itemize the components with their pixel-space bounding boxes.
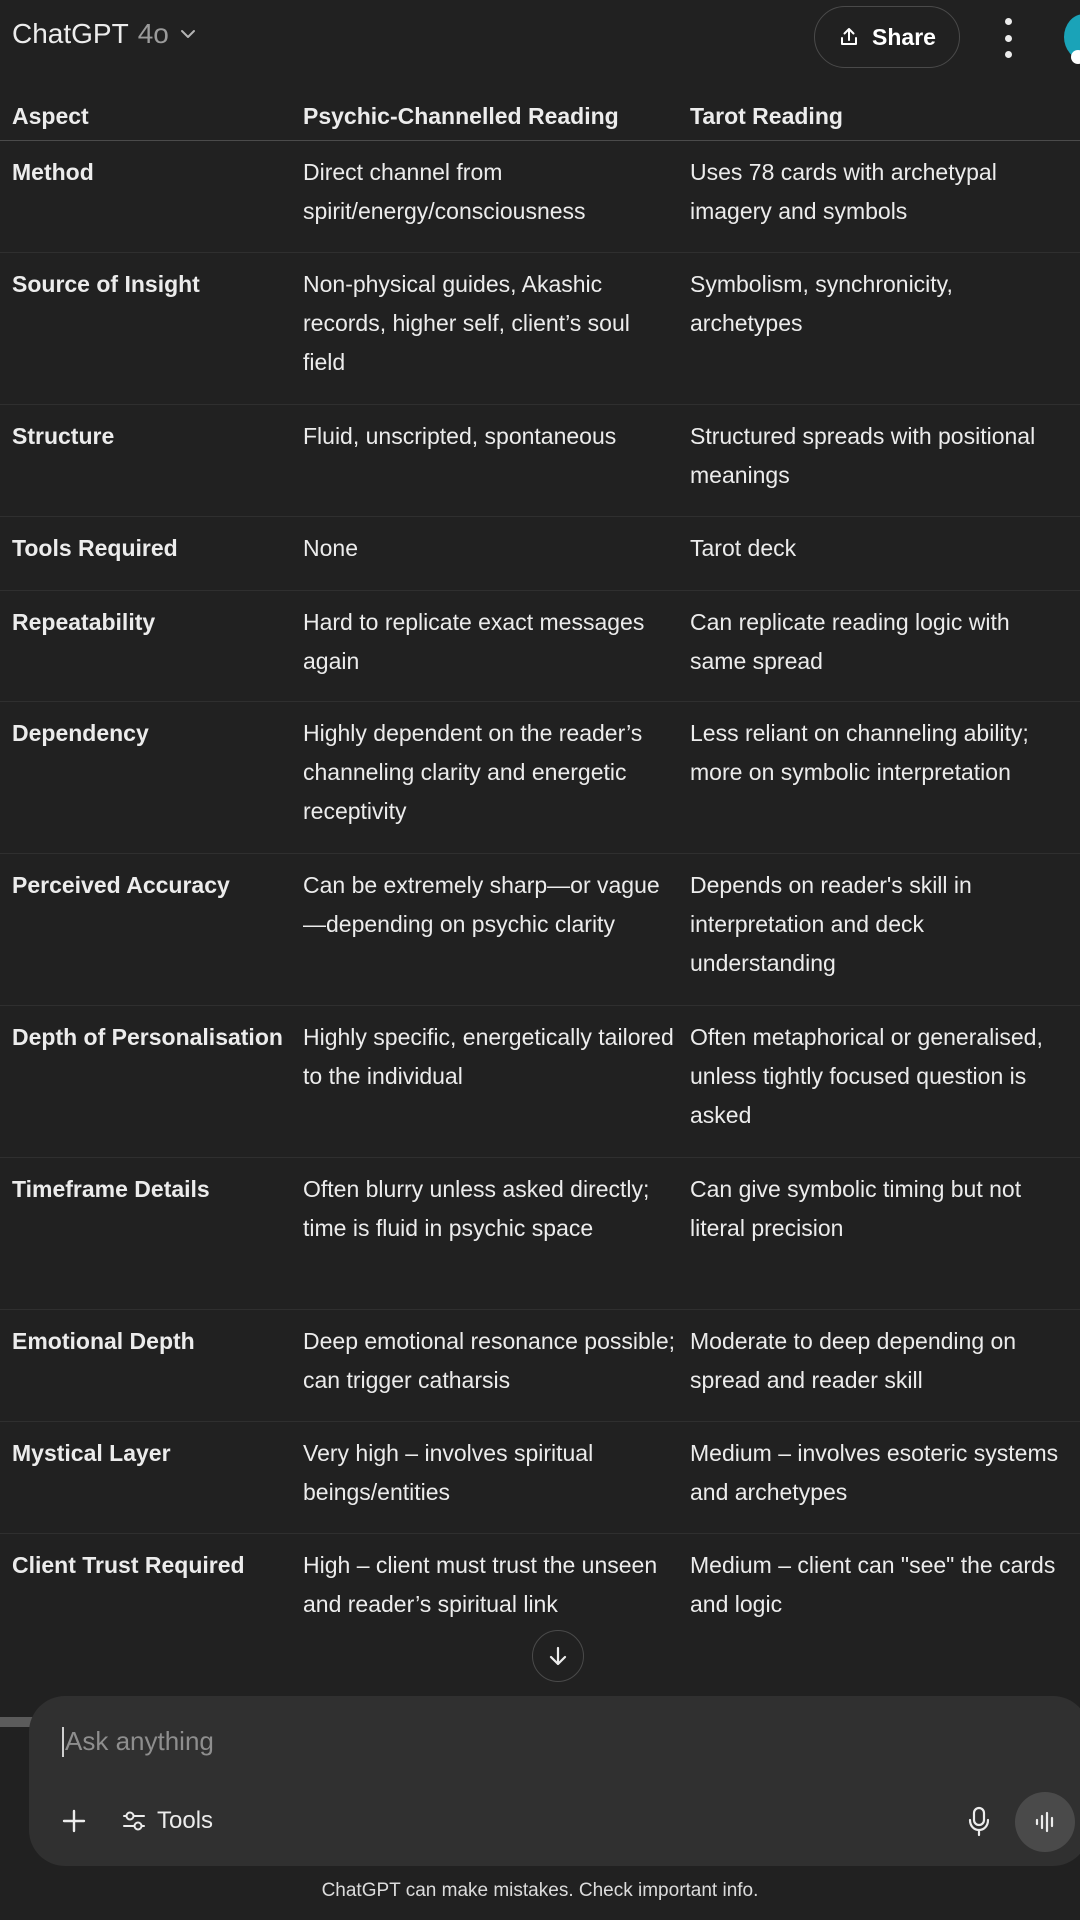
table-row [0, 141, 1080, 253]
column-header: Aspect [12, 103, 89, 129]
table-row [0, 253, 1080, 405]
table-cell: Structure [12, 423, 115, 449]
table-cell: Source of Insight [12, 271, 200, 297]
share-label: Share [872, 23, 936, 50]
table-row [0, 405, 1080, 517]
tools-label: Tools [157, 1807, 214, 1834]
composer [29, 1696, 1080, 1866]
table-row [0, 854, 1080, 1006]
table-cell: Client Trust Required [12, 1552, 245, 1578]
table-cell: Hard to replicate exact messages again [303, 609, 645, 674]
table-cell: Tarot deck [690, 535, 797, 561]
table-cell: Fluid, unscripted, spontaneous [303, 423, 617, 449]
table-row [0, 591, 1080, 702]
model-selector[interactable] [12, 18, 197, 50]
table-cell: Can replicate reading logic with same spread [690, 609, 1010, 674]
table-row [0, 1158, 1080, 1310]
comparison-table [0, 84, 1080, 1674]
table-header-row [0, 84, 1080, 141]
more-vertical-icon[interactable] [993, 18, 1023, 58]
table-cell: Often blurry unless asked directly; time is fluid in psychic space [303, 1176, 650, 1241]
table-cell: Emotional Depth [12, 1328, 195, 1354]
table-cell: Uses 78 cards with archetypal imagery and symbols [690, 159, 997, 224]
table-cell: Timeframe Details [12, 1176, 210, 1202]
avatar-status-dot [1071, 50, 1080, 64]
table-cell: Highly dependent on the reader’s channeling clarity and energetic receptivity [303, 720, 643, 824]
table-cell: Medium – involves esoteric systems and archetypes [690, 1440, 1059, 1505]
table-cell: Depth of Personalisation [12, 1024, 283, 1050]
plus-icon [61, 1808, 87, 1834]
table-cell: Deep emotional resonance possible; can trigger catharsis [303, 1328, 676, 1393]
table-cell: Often metaphorical or generalised, unless tightly focused question is asked [690, 1024, 1043, 1128]
prompt-placeholder: Ask anything [65, 1726, 214, 1756]
table-row [0, 1310, 1080, 1422]
table-cell: Repeatability [12, 609, 156, 635]
disclaimer-text: ChatGPT can make mistakes. Check important info. [321, 1880, 759, 1901]
sliders-icon [121, 1808, 147, 1834]
table-cell: Method [12, 159, 94, 185]
table-cell: None [303, 535, 358, 561]
table-cell: Can be extremely sharp—or vague—depending on psychic clarity [303, 872, 660, 937]
voice-waveform-icon [1032, 1809, 1058, 1835]
table-cell: Moderate to deep depending on spread and reader skill [690, 1328, 1017, 1393]
add-attachment-button[interactable] [57, 1804, 91, 1838]
table-cell: Very high – involves spiritual beings/entities [303, 1440, 594, 1505]
table-cell: Structured spreads with positional meanings [690, 423, 1036, 488]
table-cell: Perceived Accuracy [12, 872, 230, 898]
chevron-down-icon [179, 25, 197, 43]
model-version: 4o [137, 18, 169, 49]
table-cell: Direct channel from spirit/energy/consciousness [303, 159, 586, 224]
table-cell: Can give symbolic timing but not literal precision [690, 1176, 1022, 1241]
table-row [0, 517, 1080, 591]
table-cell: Symbolism, synchronicity, archetypes [690, 271, 953, 336]
table-row [0, 1422, 1080, 1534]
column-header: Psychic-Channelled Reading [303, 103, 619, 129]
voice-mode-button[interactable] [1015, 1792, 1075, 1852]
table-cell: Dependency [12, 720, 149, 746]
table-cell: Tools Required [12, 535, 178, 561]
table-cell: Medium – client can "see" the cards and logic [690, 1552, 1056, 1617]
table-row [0, 1006, 1080, 1158]
share-icon [838, 26, 860, 48]
share-button[interactable] [814, 6, 960, 68]
arrow-down-icon [546, 1644, 570, 1668]
dictate-button[interactable] [961, 1802, 997, 1840]
scroll-to-bottom-button[interactable] [532, 1630, 584, 1682]
prompt-input[interactable] [62, 1726, 214, 1757]
tools-button[interactable] [121, 1802, 213, 1840]
column-header: Tarot Reading [690, 103, 843, 129]
table-cell: Less reliant on channeling ability; more on symbolic interpretation [690, 720, 1029, 785]
table-cell: Depends on reader's skill in interpretation and deck understanding [690, 872, 972, 976]
top-bar [0, 0, 1080, 78]
text-caret [62, 1727, 64, 1757]
table-cell: Non-physical guides, Akashic records, higher self, client’s soul field [303, 271, 630, 375]
microphone-icon [966, 1805, 992, 1837]
table-row [0, 702, 1080, 854]
table-cell: High – client must trust the unseen and reader’s spiritual link [303, 1552, 658, 1617]
model-name: ChatGPT [12, 18, 129, 49]
table-cell: Mystical Layer [12, 1440, 171, 1466]
table-cell: Highly specific, energetically tailored to the individual [303, 1024, 674, 1089]
